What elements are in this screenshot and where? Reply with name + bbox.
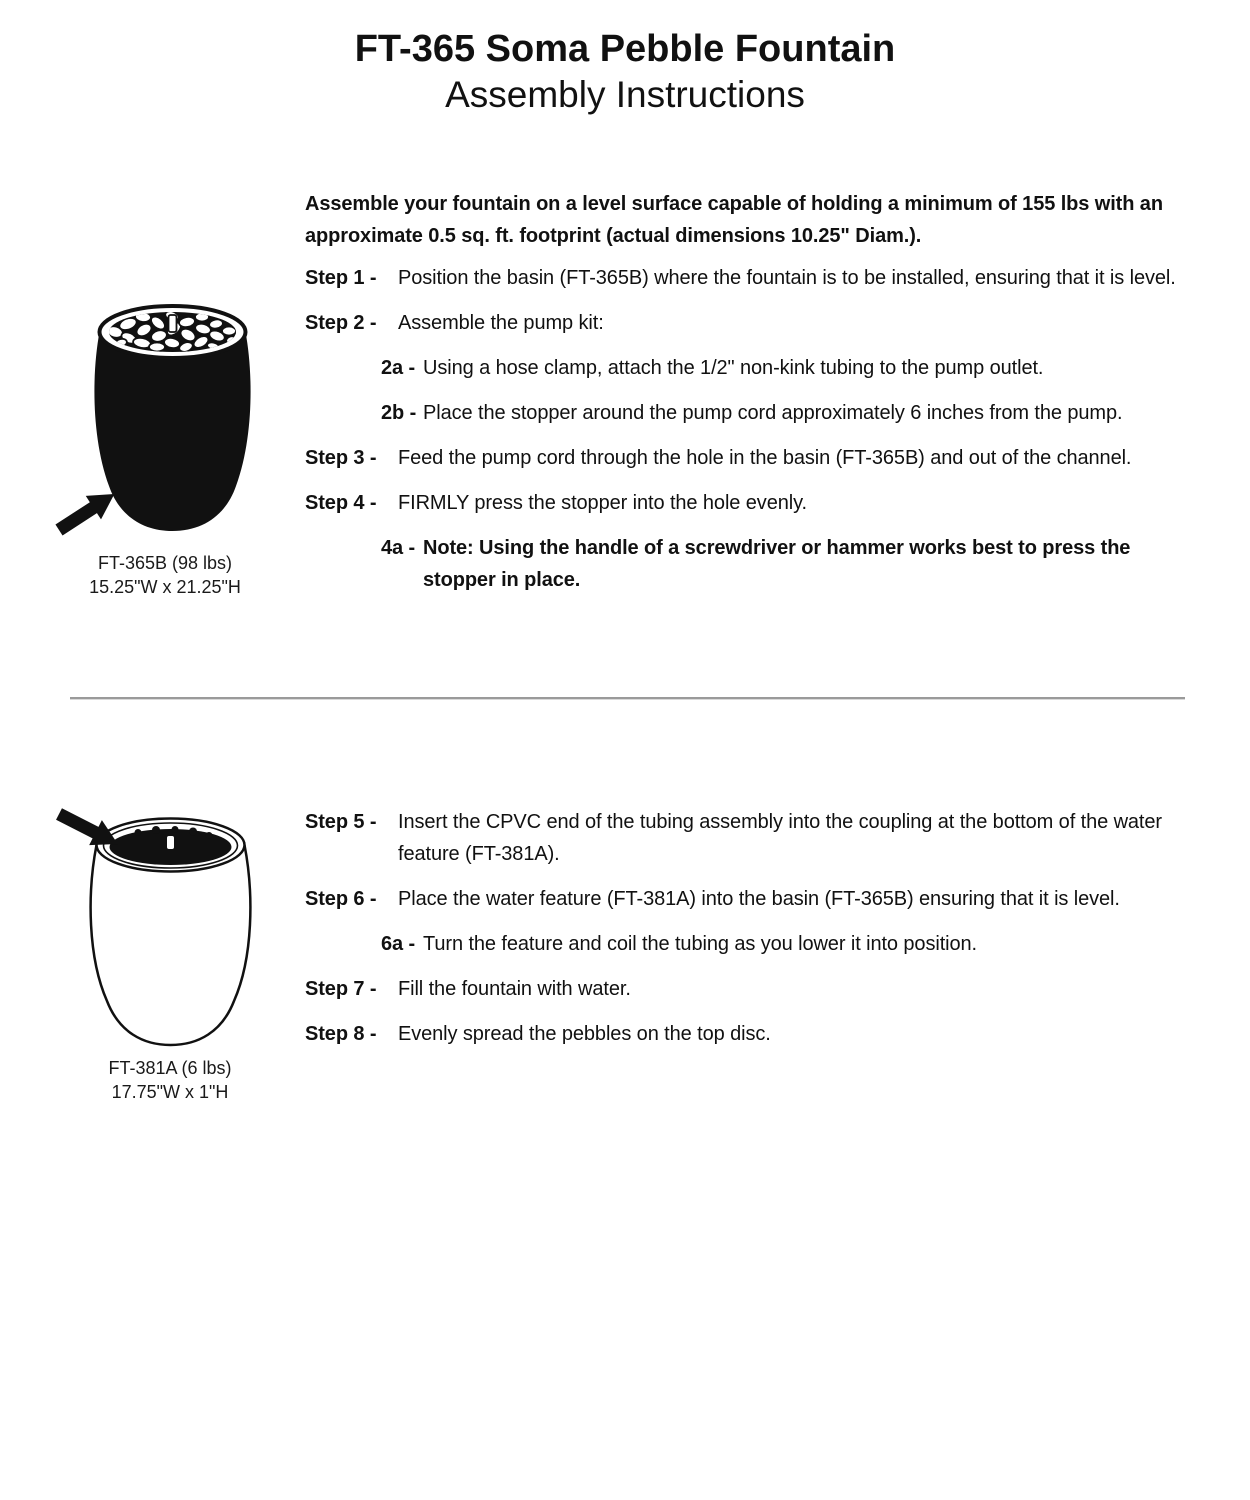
- step-1: [305, 262, 1190, 294]
- step-2-label: Step 2 -: [305, 312, 377, 334]
- document-title: FT-365 Soma Pebble Fountain: [354, 28, 896, 70]
- step-2: [305, 307, 1190, 339]
- basin-caption-model: FT-365B (98 lbs): [97, 553, 233, 573]
- step-3-label: Step 3 -: [305, 447, 377, 469]
- step-3: [305, 442, 1190, 474]
- step-8-text: Evenly spread the pebbles on the top disc.: [398, 1023, 771, 1045]
- assembly-steps-section-1: [305, 188, 1190, 609]
- step-2b-text: Place the stopper around the pump cord approximately 6 inches from the pump.: [423, 402, 1123, 424]
- step-4-label: Step 4 -: [305, 492, 377, 514]
- step-4-text: FIRMLY press the stopper into the hole evenly.: [398, 492, 807, 514]
- step-5-text: Insert the CPVC end of the tubing assembly into the coupling at the bottom of the water feature (FT-381A).: [398, 811, 1162, 865]
- step-5: [305, 806, 1190, 870]
- step-4a-label: 4a -: [381, 537, 416, 559]
- step-6: [305, 883, 1190, 915]
- assembly-steps-section-2: [305, 806, 1190, 1063]
- step-1-label: Step 1 -: [305, 267, 377, 289]
- step-8: [305, 1018, 1190, 1050]
- step-2a: [305, 352, 1190, 384]
- step-7-label: Step 7 -: [305, 978, 377, 1000]
- step-1-text: Position the basin (FT-365B) where the fountain is to be installed, ensuring that it is level.: [398, 267, 1176, 289]
- step-4: [305, 487, 1190, 519]
- step-3-text: Feed the pump cord through the hole in the basin (FT-365B) and out of the channel.: [398, 447, 1132, 469]
- basin-outline-shape: [91, 845, 251, 1045]
- disc-spout: [167, 836, 174, 849]
- document-header: [0, 26, 1250, 118]
- basin-caption-dimensions: 15.25"W x 21.25"H: [89, 577, 241, 597]
- basin-caption: [40, 551, 290, 599]
- step-6a-text: Turn the feature and coil the tubing as you lower it into position.: [423, 933, 978, 955]
- step-2-text: Assemble the pump kit:: [398, 312, 604, 334]
- step-6-label: Step 6 -: [305, 888, 377, 910]
- water-feature-illustration: [53, 806, 268, 1051]
- section-divider: [70, 697, 1185, 700]
- step-6a: [305, 928, 1190, 960]
- step-2b-label: 2b -: [381, 402, 417, 424]
- step-2a-text: Using a hose clamp, attach the 1/2" non-kink tubing to the pump outlet.: [423, 357, 1044, 379]
- document-subtitle: Assembly Instructions: [445, 74, 805, 115]
- water-feature-caption: [45, 1056, 295, 1104]
- step-2a-label: 2a -: [381, 357, 416, 379]
- step-7-text: Fill the fountain with water.: [398, 978, 631, 1000]
- water-feature-caption-dimensions: 17.75"W x 1"H: [111, 1082, 229, 1102]
- water-feature-caption-model: FT-381A (6 lbs): [108, 1058, 232, 1078]
- step-8-label: Step 8 -: [305, 1023, 377, 1045]
- basin-illustration: [55, 302, 270, 542]
- basin-body-shape: [94, 332, 250, 531]
- fountain-spout: [169, 315, 177, 332]
- step-5-label: Step 5 -: [305, 811, 377, 833]
- step-6a-label: 6a -: [381, 933, 416, 955]
- step-7: [305, 973, 1190, 1005]
- step-6-text: Place the water feature (FT-381A) into the basin (FT-365B) ensuring that it is level.: [398, 888, 1120, 910]
- step-4a-text: Note: Using the handle of a screwdriver or hammer works best to press the stopper in place.: [423, 537, 1131, 591]
- step-2b: [305, 397, 1190, 429]
- step-4a: [305, 532, 1190, 596]
- intro-paragraph: Assemble your fountain on a level surface capable of holding a minimum of 155 lbs with an approximate 0.5 sq. ft. footprint (actual dimensions 10.25" Diam.).: [305, 193, 1163, 247]
